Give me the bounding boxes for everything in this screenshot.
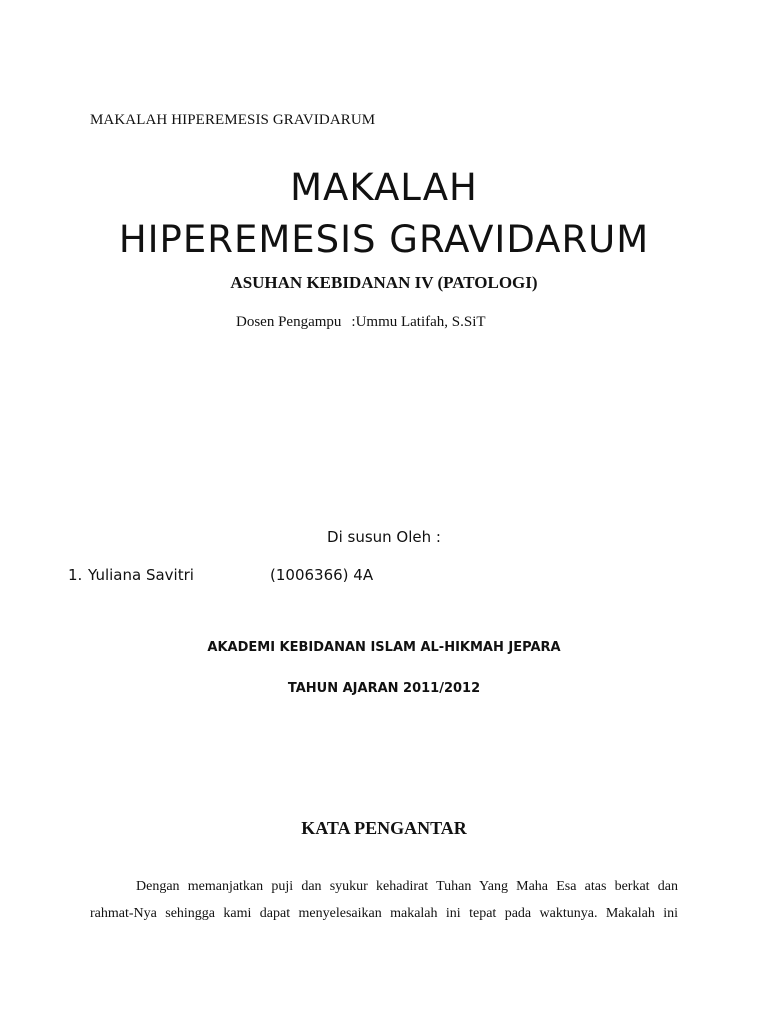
paragraph-line: Dengan memanjatkan puji dan syukur kehadirat Tuhan Yang Maha Esa atas berkat dan xyxy=(136,879,678,894)
lecturer xyxy=(236,314,486,331)
author-name: Yuliana Savitri xyxy=(88,566,194,584)
paragraph-line: rahmat-Nya sehingga kami dapat menyelesaikan makalah ini tepat pada waktunya. Makalah ini xyxy=(90,906,678,921)
composed-by: Di susun Oleh : xyxy=(327,528,441,546)
author-id: (1006366) 4A xyxy=(270,566,374,584)
lecturer-label: Dosen Pengampu xyxy=(236,314,342,330)
section-title: KATA PENGANTAR xyxy=(301,818,467,838)
author-number: 1. xyxy=(68,566,83,584)
main-title-line-1: MAKALAH xyxy=(290,166,478,209)
subtitle: ASUHAN KEBIDANAN IV (PATOLOGI) xyxy=(230,273,538,292)
main-title-line-2: HIPEREMESIS GRAVIDARUM xyxy=(118,218,650,261)
institution: AKADEMI KEBIDANAN ISLAM AL-HIKMAH JEPARA xyxy=(207,640,561,655)
lecturer-value: :Ummu Latifah, S.SiT xyxy=(351,314,486,330)
header-line: MAKALAH HIPEREMESIS GRAVIDARUM xyxy=(90,112,376,128)
academic-year: TAHUN AJARAN 2011/2012 xyxy=(287,681,481,696)
